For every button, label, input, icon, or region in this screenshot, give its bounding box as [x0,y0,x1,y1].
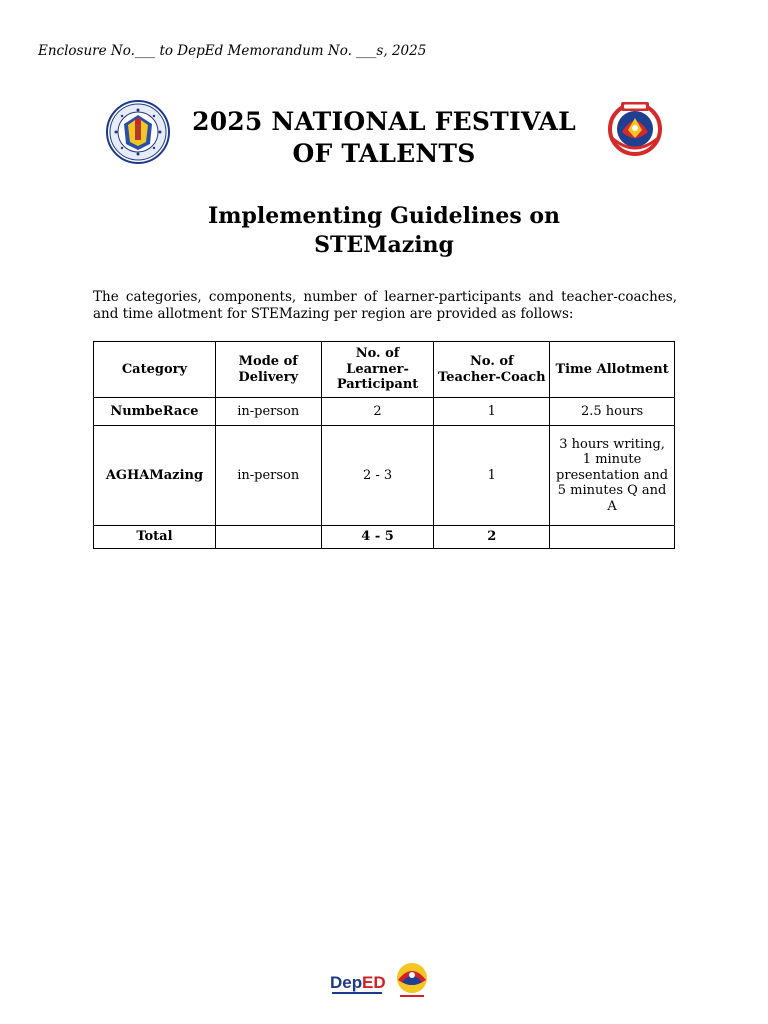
cell-time: 3 hours writing, 1 minute presentation and 5 minutes Q and A [550,426,675,526]
header-time-allotment: Time Allotment [550,342,675,398]
footer-logos [330,960,440,1002]
deped-seal-logo [106,100,170,164]
cell-mode: in-person [215,398,321,426]
header-mode-of-delivery: Mode of Delivery [215,342,321,398]
cell-category: AGHAMazing [94,426,216,526]
enclosure-note: Enclosure No.___ to DepEd Memorandum No. ___s, 2025 [38,43,427,59]
table-row [94,398,675,426]
header-category: Category [94,342,216,398]
cell-coaches: 1 [434,398,550,426]
page-subtitle [150,202,618,260]
table-header-row [94,342,675,398]
page-title [178,106,590,170]
cell-category: NumbeRace [94,398,216,426]
cell-learners: 2 - 3 [321,426,434,526]
svg-text:ED: ED [362,973,386,992]
cell-total-mode [215,526,321,549]
festival-of-talents-logo [604,100,666,156]
cell-learners: 2 [321,398,434,426]
subtitle-line-1: Implementing Guidelines on [207,203,561,229]
cell-total-label: Total [94,526,216,549]
svg-text:Dep: Dep [330,973,363,992]
title-line-2: OF TALENTS [292,139,476,168]
header-teacher-coach: No. of Teacher-Coach [434,342,550,398]
table-row [94,426,675,526]
intro-paragraph: The categories, components, number of learner-participants and teacher-coaches, and time allotment for STEMazing per region are provided as follows: [93,289,677,322]
deped-footer-logo [330,973,386,994]
cell-total-coaches: 2 [434,526,550,549]
cell-time: 2.5 hours [550,398,675,426]
title-line-1: 2025 NATIONAL FESTIVAL [192,107,576,136]
cell-coaches: 1 [434,426,550,526]
cell-total-time [550,526,675,549]
table-total-row [94,526,675,549]
header-learner-participant: No. of Learner-Participant [321,342,434,398]
cell-mode: in-person [215,426,321,526]
bagong-pilipinas-logo [397,963,427,997]
cell-total-learners: 4 - 5 [321,526,434,549]
stemazing-table [93,341,675,549]
subtitle-line-2: STEMazing [314,232,454,258]
